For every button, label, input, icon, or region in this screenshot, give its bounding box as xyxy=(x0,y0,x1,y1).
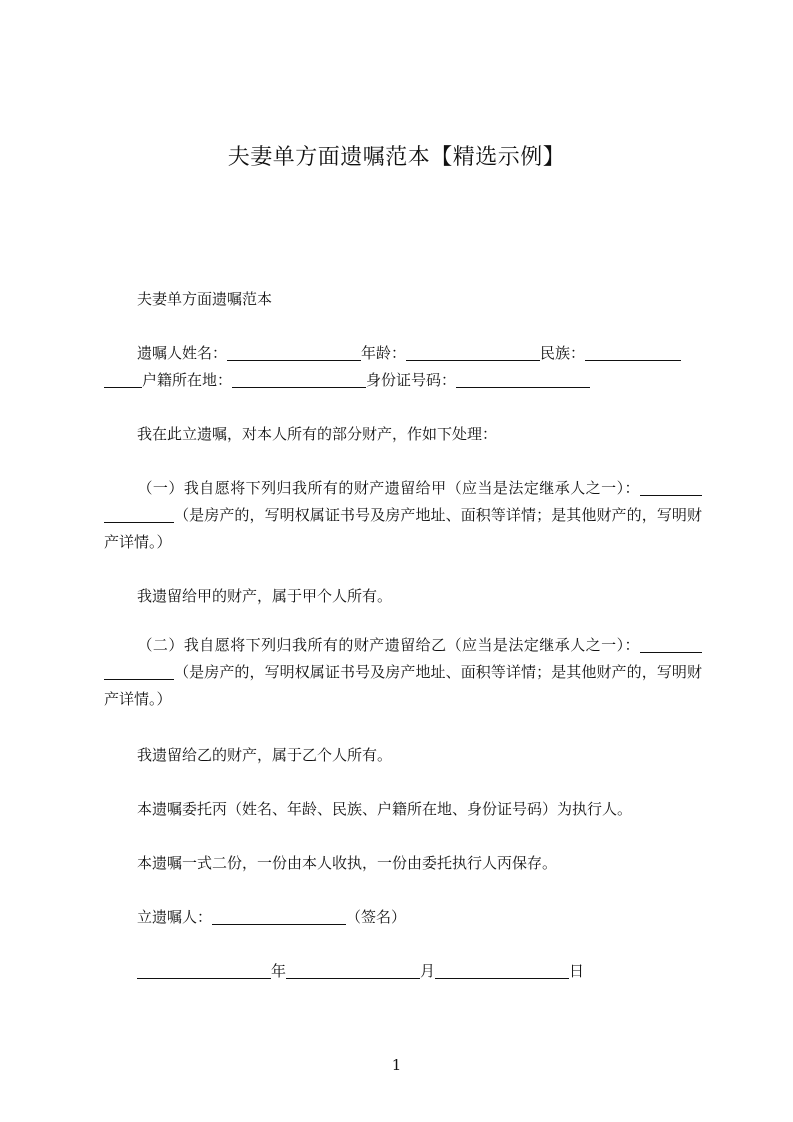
ethnicity-blank[interactable] xyxy=(585,344,681,361)
ethnicity-blank-cont[interactable] xyxy=(104,371,142,388)
testator-info-line-1 xyxy=(104,340,702,367)
day-blank[interactable] xyxy=(435,962,569,979)
subtitle-text: 夫妻单方面遗嘱范本 xyxy=(137,290,273,308)
ethnicity-label: 民族： xyxy=(540,344,586,362)
executor-text: 本遗嘱委托丙（姓名、年龄、民族、户籍所在地、身份证号码）为执行人。 xyxy=(137,800,633,818)
testator-label: 立遗嘱人： xyxy=(137,908,213,926)
clause-1-note: （是房产的，写明权属证书号及房产地址、面积等详情；是其他财产的，写明财产详情。） xyxy=(104,506,702,551)
month-label: 月 xyxy=(420,962,436,980)
day-label: 日 xyxy=(569,962,585,980)
age-label: 年龄： xyxy=(361,344,407,362)
date-line xyxy=(104,958,702,985)
clause-2-blank-a[interactable] xyxy=(640,636,702,653)
intro-paragraph xyxy=(104,421,702,448)
clause-2-owner-paragraph xyxy=(104,742,702,769)
clause-1-paragraph xyxy=(104,475,702,556)
document-title: 夫妻单方面遗嘱范本【精选示例】 xyxy=(227,145,566,170)
page-number: 1 xyxy=(391,1056,402,1074)
intro-text: 我在此立遗嘱，对本人所有的部分财产，作如下处理： xyxy=(137,425,498,443)
clause-1-owner-paragraph xyxy=(104,583,702,610)
clause-1-blank-b[interactable] xyxy=(104,506,174,523)
copies-paragraph xyxy=(104,850,702,877)
year-blank[interactable] xyxy=(137,962,271,979)
clause-2-prefix: （二）我自愿将下列归我所有的财产遗留给乙（应当是法定继承人之一）： xyxy=(137,636,640,654)
year-label: 年 xyxy=(271,962,287,980)
copies-text: 本遗嘱一式二份，一份由本人收执，一份由委托执行人丙保存。 xyxy=(137,854,558,872)
month-blank[interactable] xyxy=(286,962,420,979)
domicile-blank[interactable] xyxy=(232,371,366,388)
signature-blank[interactable] xyxy=(212,908,346,925)
subtitle xyxy=(104,286,702,313)
sign-note: （签名） xyxy=(346,908,407,926)
clause-1-blank-a[interactable] xyxy=(640,479,702,496)
name-blank[interactable] xyxy=(227,344,361,361)
clause-2-note: （是房产的，写明权属证书号及房产地址、面积等详情；是其他财产的，写明财产详情。） xyxy=(104,663,702,708)
clause-1-prefix: （一）我自愿将下列归我所有的财产遗留给甲（应当是法定继承人之一）： xyxy=(137,479,640,497)
clause-2-paragraph xyxy=(104,632,702,713)
clause-2-blank-b[interactable] xyxy=(104,663,174,680)
name-label: 遗嘱人姓名： xyxy=(137,344,228,362)
testator-info-line-2 xyxy=(104,367,702,394)
id-blank[interactable] xyxy=(456,371,590,388)
id-label: 身份证号码： xyxy=(366,371,457,389)
testator-signature-line xyxy=(104,904,702,931)
domicile-label: 户籍所在地： xyxy=(142,371,233,389)
executor-paragraph xyxy=(104,796,702,823)
age-blank[interactable] xyxy=(406,344,540,361)
clause-1-owner-text: 我遗留给甲的财产，属于甲个人所有。 xyxy=(137,587,393,605)
clause-2-owner-text: 我遗留给乙的财产，属于乙个人所有。 xyxy=(137,746,393,764)
